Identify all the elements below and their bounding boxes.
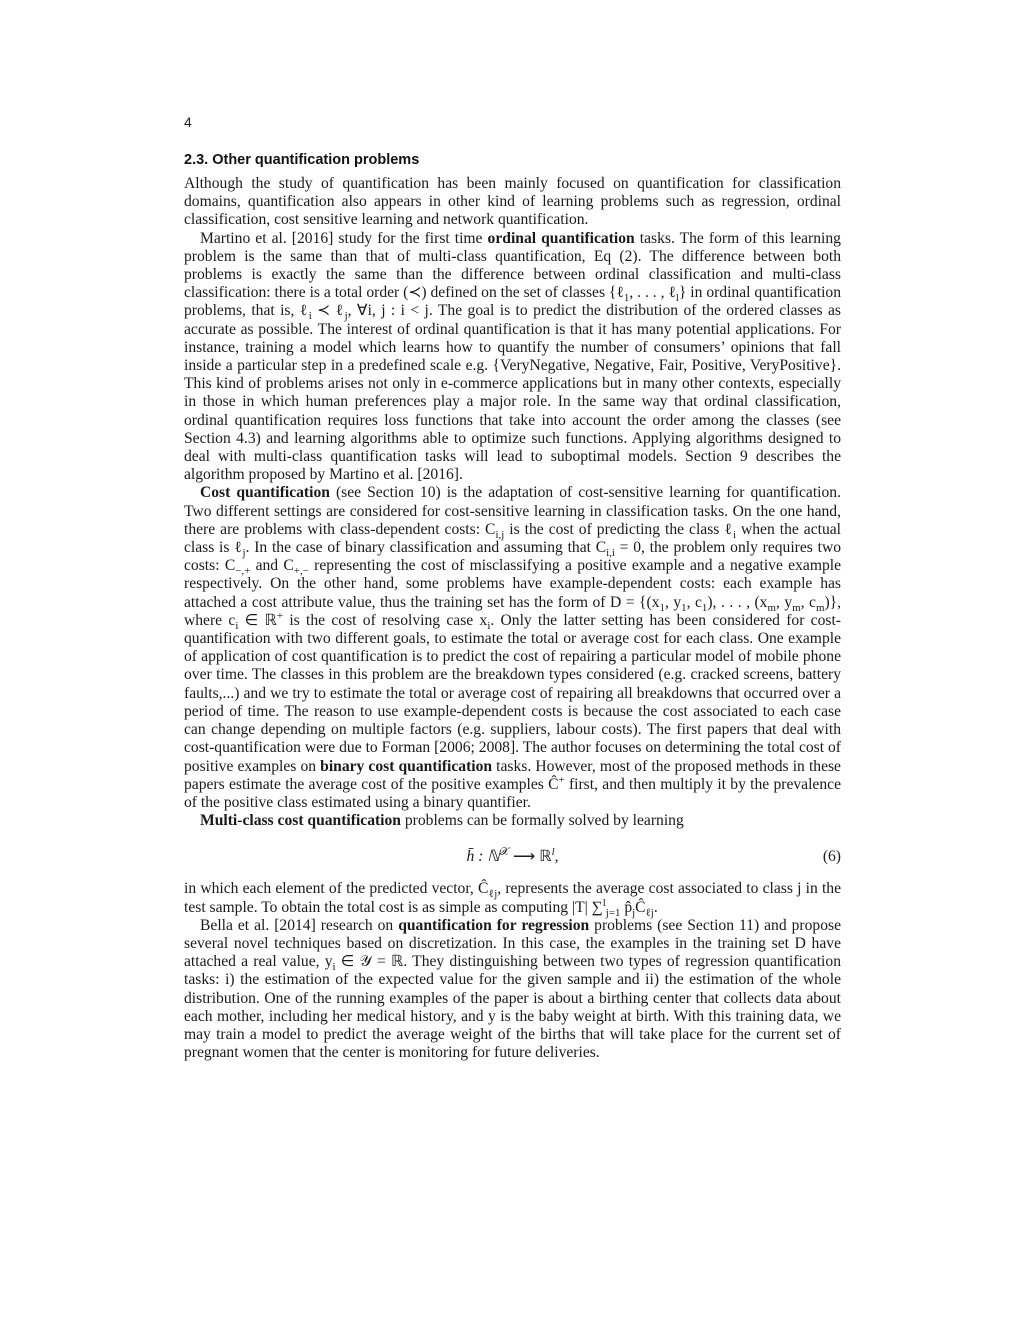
subscript: m [767,601,776,614]
subscript: 1 [623,292,630,305]
paragraph-intro [184,175,841,230]
text-span: . [653,898,658,916]
subscript: j [632,906,636,919]
text-span: Martino et al. [2016] study for the first time [200,229,488,247]
text-span: ), . . . , (x [707,593,768,611]
superscript: + [558,773,565,786]
term-multi-class-cost-quantification: Multi-class cost quantification [200,812,401,830]
subscript: 1 [701,601,708,614]
subscript: i [308,310,312,323]
superscript: 𝒳 [499,846,510,859]
text-span: , c [686,593,702,611]
subscript: m [815,601,825,614]
subscript: −,+ [235,565,251,578]
subscript: j [242,547,246,560]
paragraph-cost [184,484,841,812]
text-span: (see Section 10) is the adaptation of cost-sensitive learning for quantification. Two different settings are considered for cost-sensitive learning in classification tasks. On the one hand, there are problems with class-dependent costs: C [184,484,841,538]
equation-lhs: h̄ : ℕ [466,848,500,866]
term-cost-quantification: Cost quantification [200,484,330,502]
subscript: j=1 [605,906,621,919]
term-binary-cost-quantification: binary cost quantification [320,757,493,775]
term-ordinal-quantification: ordinal quantification [487,229,635,247]
superscript: l [551,846,555,859]
subscript: +,− [293,565,309,578]
subscript: 1 [681,601,687,614]
subscript: j [344,310,348,323]
text-span: } in ordinal quantification problems, that is, ℓ [184,284,841,320]
paragraph-multiclass-cost [184,812,841,830]
equation-end: , [554,848,559,866]
text-span: first, and then multiply it by the prevalence of the positive class estimated using a binary quantifier. [184,775,841,811]
subscript: i,j [495,528,505,541]
section-heading: 2.3. Other quantification problems [184,152,420,168]
page-number: 4 [184,114,192,130]
text-span: . In the case of binary classification and assuming that C [245,539,607,557]
text-span: )}, where c [184,593,842,629]
subscript: 1 [659,601,665,614]
subscript: i [487,619,491,632]
subscript: i [332,961,336,974]
text-span: is the cost of resolving case x [283,611,488,629]
superscript: l [602,896,606,909]
text-span: Ĉ [635,898,646,916]
equation-6 [184,838,841,878]
equation-expression [184,848,841,866]
text-span: problems can be formally solved by learning [400,812,684,830]
paragraph-ordinal [184,230,841,485]
text-span: in which each element of the predicted vector, Ĉ [184,880,489,898]
text-span: Bella et al. [2014] research on [200,916,399,934]
superscript: + [276,609,284,622]
equation-number: (6) [822,848,841,866]
text-span: , y [775,593,793,611]
paragraph-predicted-vector [184,880,841,919]
subscript: ℓj [488,888,498,901]
subscript: ℓj [645,906,654,919]
text-span: , y [664,593,682,611]
text-span: = 0, the problem only requires two costs: C [184,539,841,575]
text-span: ∈ ℝ [238,611,277,629]
text-span: , represents the average cost associated to class j in the test sample. To obtain the total cost is as simple as computing |T| ∑ [184,880,841,916]
equation-mid: ⟶ ℝ [509,848,552,866]
text-span: when the actual class is ℓ [184,520,842,557]
text-span: . Only the latter setting has been considered for cost-quantification with two different goals, to estimate the total or average cost for each class. One example of application of cost quantification is to predict the cost of repairing a particular model of mobile phone over time. The classes in this problem are the breakdown types considered (e.g. cracked screens, battery faults,...) and we try to estimate the total or average cost of repairing all breakdowns that occurred over a period of time. The reason to use example-dependent costs is because the cost associated to each case can change depending on multiple factors (e.g. suppliers, labour costs). The first papers that deal with cost-quantification were due to Forman [2006; 2008]. The author focuses on determining the total cost of positive examples on [184,611,841,775]
paragraph-regression [184,917,841,1063]
text-span: ∈ 𝒴 = ℝ. They distinguishing between two types of regression quantification tasks: i) the estimation of the expected value for the given sample and ii) the estimation of the whole distribution. One of the running examples of the paper is about a birthing center that collects data about each mother, including her medical history, and y is the baby weight at birth. With this training data, we may train a model to predict the average weight of the births that will take place for the current set of pregnant women that the center is monitoring for future deliveries. [184,953,841,1062]
text-span: tasks. However, most of the proposed methods in these papers estimate the average cost of the positive examples Ĉ [184,757,841,793]
text-span: p̂ [620,898,633,916]
subscript: i [732,528,736,541]
text-span: , ∀i, j : i < j. The goal is to predict the distribution of the ordered classes as accurate as possible. The interest of ordinal quantification is that it has many potential applications. For instance, training a model which learns how to quantify the number of consumers’ opinions that fall inside a particular step in a predefined scale e.g. {VeryNegative, Negative, Fair, Positive, VeryPositive}. This kind of problems arises not only in e-commerce applications but in many other contexts, especially in those in which human preferences play a major role. In the same way that ordinal classification, ordinal quantification requires loss functions that take into account the order among the classes (see Section 4.3) and learning algorithms able to optimize such functions. Applying algorithms designed to deal with multi-class quantification tasks will lead to suboptimal models. Section 9 describes the algorithm proposed by Martino et al. [2016]. [184,302,841,484]
text-span: and C [250,557,294,575]
text-span: is the cost of predicting the class ℓ [504,520,733,538]
body-text [184,175,841,1062]
text-span: , . . . , ℓ [629,284,676,302]
text-span: representing the cost of misclassifying a positive example and a negative example respectively. On the other hand, some problems have example-dependent costs: each example has attached a cost attribute value, thus the training set has the form of D = {(x [184,557,841,611]
text-span: tasks. The form of this learning problem is the same than that of multi-class quantification, Eq (2). The difference between both problems is exactly the same than the difference between ordinal classification and multi-class classification: there is a total order (≺) defined on the set of classes {ℓ [184,229,841,302]
text-span: ≺ ℓ [311,302,345,320]
text-span: problems (see Section 11) and propose several novel techniques based on discretization. In this case, the examples in the training set D have attached a real value, y [184,916,841,971]
subscript: i,i [606,547,615,560]
term-quantification-for-regression: quantification for regression [398,916,590,934]
text-span: , c [800,593,816,611]
subscript: l [675,292,679,305]
subscript: m [792,601,801,614]
paragraph-intro-text: Although the study of quantification has been mainly focused on quantification for classification domains, quantification also appears in other kind of learning problems such as regression, ordinal classification, cost sensitive learning and network quantification. [184,175,841,229]
subscript: i [235,619,239,632]
